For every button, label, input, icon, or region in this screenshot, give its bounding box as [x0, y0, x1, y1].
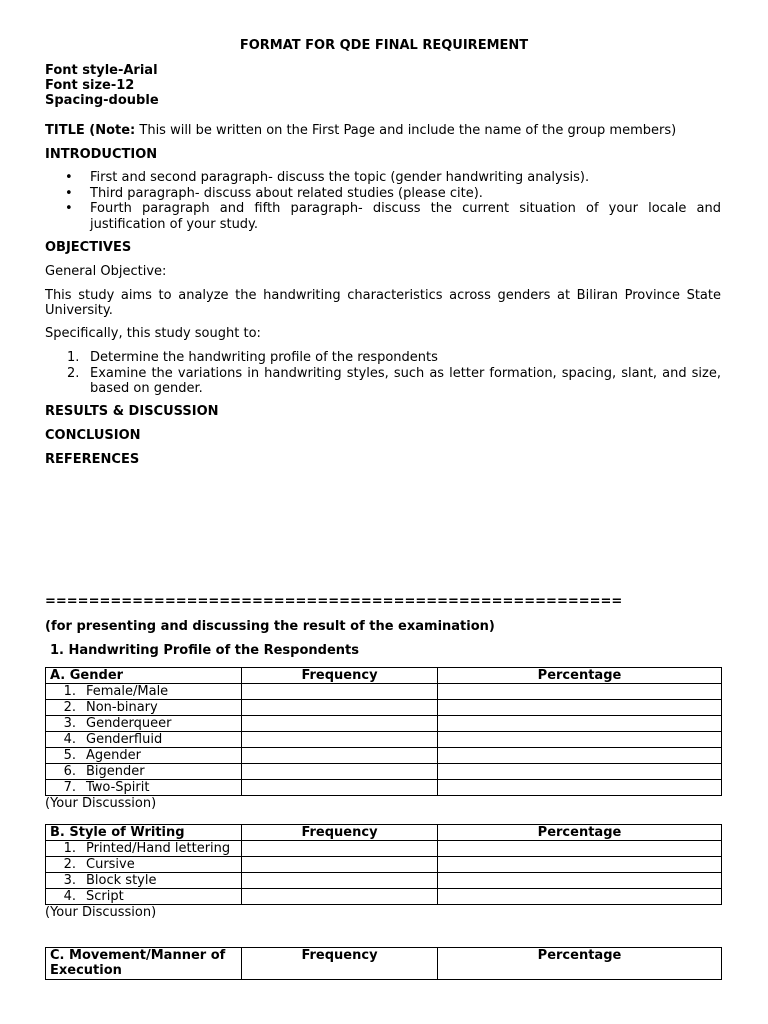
header-frequency: Frequency [242, 825, 438, 841]
percentage-cell[interactable] [438, 764, 722, 780]
conclusion-heading: CONCLUSION [45, 428, 141, 443]
header-frequency: Frequency [242, 668, 438, 684]
frequency-cell[interactable] [242, 716, 438, 732]
table-row [46, 889, 722, 905]
row-label-cell [46, 716, 242, 732]
row-number: 1. [63, 684, 76, 699]
row-label-cell [46, 780, 242, 796]
movement-table-wrapper [45, 947, 722, 980]
row-label-cell [46, 732, 242, 748]
objectives-heading: OBJECTIVES [45, 240, 132, 255]
gender-discussion: (Your Discussion) [45, 796, 157, 811]
title-note [45, 123, 735, 138]
item-number: 2. [67, 365, 80, 381]
table-row [46, 684, 722, 700]
row-label: Agender [86, 748, 141, 763]
row-label: Cursive [86, 857, 135, 872]
row-number: 3. [63, 716, 76, 731]
presenting-note: (for presenting and discussing the result of the examination) [45, 619, 495, 634]
item-text: Examine the variations in handwriting styles, such as letter formation, spacing, slant, and size, based on gender. [90, 365, 721, 396]
frequency-cell[interactable] [242, 748, 438, 764]
row-label: Two-Spirit [86, 780, 150, 795]
row-number: 7. [63, 780, 76, 795]
header-style-of-writing: B. Style of Writing [46, 825, 242, 841]
frequency-cell[interactable] [242, 841, 438, 857]
table-row [46, 764, 722, 780]
specific-objective-item [45, 366, 721, 397]
divider-line: ===================================================== [45, 594, 623, 609]
introduction-list [45, 170, 721, 232]
row-label-cell [46, 889, 242, 905]
style-table [45, 824, 722, 905]
row-label-cell [46, 873, 242, 889]
row-label: Genderfluid [86, 732, 163, 747]
document-title: FORMAT FOR QDE FINAL REQUIREMENT [239, 38, 529, 53]
table-header-row [46, 948, 722, 980]
row-label: Block style [86, 873, 157, 888]
row-label: Bigender [86, 764, 145, 779]
row-label: Non-binary [86, 700, 158, 715]
table-row [46, 700, 722, 716]
profile-heading: 1. Handwriting Profile of the Respondents [50, 643, 359, 658]
intro-bullet: • Fourth paragraph and fifth paragraph- discuss the current situation of your locale and justification of your study. [45, 201, 721, 232]
style-discussion: (Your Discussion) [45, 905, 157, 920]
specific-objective-item [45, 350, 721, 366]
table-row [46, 873, 722, 889]
percentage-cell[interactable] [438, 857, 722, 873]
header-movement: C. Movement/Manner of Execution [46, 948, 242, 980]
title-note-text: This will be written on the First Page and include the name of the group members) [135, 123, 677, 138]
intro-bullet: • First and second paragraph- discuss the topic (gender handwriting analysis). [45, 170, 721, 186]
percentage-cell[interactable] [438, 889, 722, 905]
percentage-cell[interactable] [438, 732, 722, 748]
frequency-cell[interactable] [242, 684, 438, 700]
header-percentage: Percentage [438, 948, 722, 980]
header-percentage: Percentage [438, 825, 722, 841]
specific-objectives-list [45, 350, 721, 397]
font-size-line: Font size-12 [45, 78, 135, 93]
item-number: 1. [67, 350, 80, 365]
table-row [46, 780, 722, 796]
references-heading: REFERENCES [45, 452, 140, 467]
row-number: 5. [63, 748, 76, 763]
gender-table-wrapper [45, 667, 722, 811]
style-table-wrapper [45, 824, 722, 920]
row-label-cell [46, 857, 242, 873]
table-header-row [46, 825, 722, 841]
frequency-cell[interactable] [242, 700, 438, 716]
frequency-cell[interactable] [242, 764, 438, 780]
spacing-line: Spacing-double [45, 93, 159, 108]
frequency-cell[interactable] [242, 780, 438, 796]
row-label-cell [46, 841, 242, 857]
row-number: 2. [63, 700, 76, 715]
font-style-line: Font style-Arial [45, 63, 158, 78]
header-percentage: Percentage [438, 668, 722, 684]
percentage-cell[interactable] [438, 716, 722, 732]
table-row [46, 732, 722, 748]
table-row [46, 857, 722, 873]
row-number: 3. [63, 873, 76, 888]
percentage-cell[interactable] [438, 748, 722, 764]
row-number: 1. [63, 841, 76, 856]
percentage-cell[interactable] [438, 684, 722, 700]
header-gender: A. Gender [46, 668, 242, 684]
frequency-cell[interactable] [242, 857, 438, 873]
percentage-cell[interactable] [438, 700, 722, 716]
header-frequency: Frequency [242, 948, 438, 980]
row-label-cell [46, 700, 242, 716]
frequency-cell[interactable] [242, 873, 438, 889]
row-label-cell [46, 748, 242, 764]
row-label: Script [86, 889, 124, 904]
percentage-cell[interactable] [438, 841, 722, 857]
percentage-cell[interactable] [438, 780, 722, 796]
table-row [46, 841, 722, 857]
row-label-cell [46, 764, 242, 780]
intro-bullet: • Third paragraph- discuss about related studies (please cite). [45, 186, 721, 202]
general-objective-label: General Objective: [45, 264, 167, 279]
movement-table [45, 947, 722, 980]
introduction-heading: INTRODUCTION [45, 147, 158, 162]
gender-table [45, 667, 722, 796]
item-text: Determine the handwriting profile of the respondents [90, 350, 438, 365]
frequency-cell[interactable] [242, 732, 438, 748]
specific-objectives-label: Specifically, this study sought to: [45, 326, 261, 341]
percentage-cell[interactable] [438, 873, 722, 889]
table-row [46, 748, 722, 764]
format-specs [45, 63, 159, 108]
row-label-cell [46, 684, 242, 700]
table-header-row [46, 668, 722, 684]
frequency-cell[interactable] [242, 889, 438, 905]
row-number: 6. [63, 764, 76, 779]
row-label: Printed/Hand lettering [86, 841, 231, 856]
row-label: Female/Male [86, 684, 169, 699]
row-number: 4. [63, 889, 76, 904]
title-note-label: TITLE (Note: [45, 123, 136, 138]
row-number: 2. [63, 857, 76, 872]
row-label: Genderqueer [86, 716, 172, 731]
row-number: 4. [63, 732, 76, 747]
table-row [46, 716, 722, 732]
results-heading: RESULTS & DISCUSSION [45, 404, 219, 419]
general-objective-text: This study aims to analyze the handwriting characteristics across genders at Biliran Province State University. [45, 288, 721, 318]
